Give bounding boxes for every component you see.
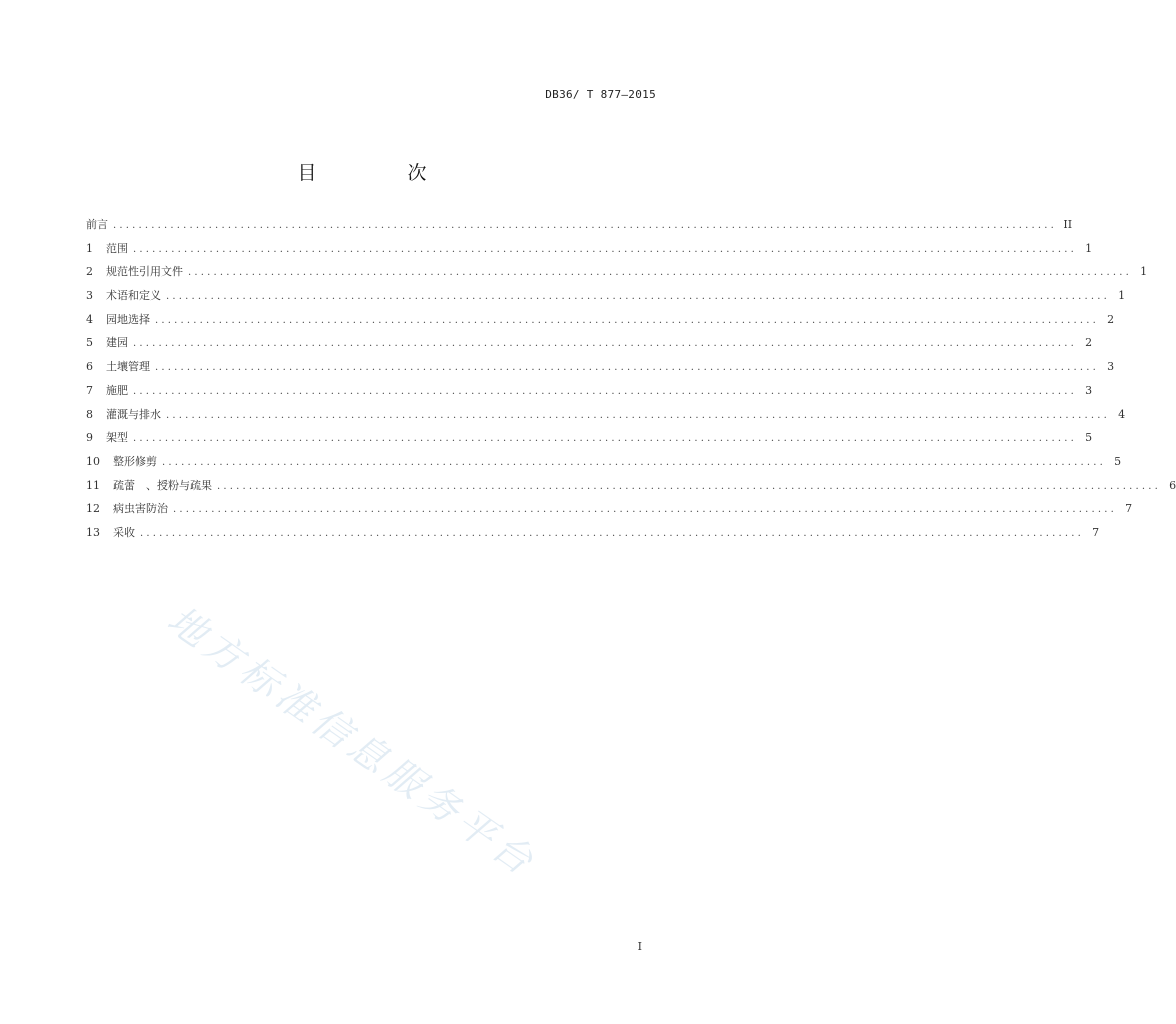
toc-entry-11[interactable] (86, 477, 1176, 501)
toc-entry-number: 5 (86, 336, 93, 350)
toc-entry-3[interactable] (86, 287, 1126, 311)
toc-entry-10[interactable] (86, 453, 1122, 477)
standard-code: DB36/ T 877—2015 (545, 88, 656, 101)
toc-entry-page: 1 (1085, 241, 1093, 255)
toc-leader-dots: .................................................................................................................................................... (133, 385, 1078, 397)
toc-entry-page: 4 (1118, 407, 1126, 421)
toc-entry-label: 规范性引用文件 (106, 265, 183, 279)
toc-entry-page: 1 (1118, 289, 1126, 303)
toc-leader-dots: .................................................................................................................................................... (133, 433, 1078, 445)
toc-entry-8[interactable] (86, 406, 1126, 430)
toc-entry-page: 1 (1140, 265, 1148, 279)
toc-entry-13[interactable] (86, 524, 1100, 548)
table-of-contents (86, 216, 1176, 548)
toc-entry-label: 施肥 (106, 383, 128, 397)
toc-leader-dots: .................................................................................................................................................... (162, 456, 1107, 468)
toc-entry-page: 5 (1114, 454, 1122, 468)
toc-entry-4[interactable] (86, 311, 1115, 335)
toc-entry-page: 2 (1085, 336, 1093, 350)
toc-entry-page: 2 (1107, 312, 1115, 326)
toc-leader-dots: .................................................................................................................................................... (155, 314, 1100, 326)
toc-entry-number: 11 (86, 478, 100, 492)
toc-entry-label: 前言 (86, 218, 108, 231)
toc-entry-label: 病虫害防治 (113, 502, 168, 516)
toc-leader-dots: .................................................................................................................................................... (188, 267, 1133, 279)
toc-entry-label: 术语和定义 (106, 289, 161, 303)
toc-entry-number: 6 (86, 360, 93, 374)
toc-entry-foreword[interactable] (86, 216, 1073, 240)
watermark: 地方标准信息服务平台 (159, 597, 546, 886)
toc-entry-page: 5 (1085, 431, 1093, 445)
toc-leader-dots: .................................................................................................................................................... (133, 243, 1078, 255)
toc-entry-page: 7 (1125, 502, 1133, 516)
toc-leader-dots: .................................................................................................................................................... (133, 338, 1078, 350)
toc-entry-6[interactable] (86, 358, 1115, 382)
toc-leader-dots: .................................................................................................................................................... (166, 291, 1111, 303)
toc-entry-number: 2 (86, 265, 93, 279)
toc-entry-number: 4 (86, 312, 93, 326)
page-number: I (637, 940, 642, 953)
toc-leader-dots: .................................................................................................................................................... (113, 220, 1058, 231)
toc-entry-page: 7 (1092, 525, 1100, 539)
toc-entry-9[interactable] (86, 429, 1093, 453)
toc-entry-number: 12 (86, 502, 100, 516)
toc-leader-dots: .................................................................................................................................................... (173, 504, 1118, 516)
toc-entry-number: 9 (86, 431, 93, 445)
toc-entry-number: 8 (86, 407, 93, 421)
toc-leader-dots: .................................................................................................................................................... (166, 409, 1111, 421)
toc-leader-dots: .................................................................................................................................................... (155, 362, 1100, 374)
toc-entry-12[interactable] (86, 500, 1133, 524)
toc-entry-2[interactable] (86, 263, 1148, 287)
toc-entry-page: 6 (1169, 478, 1176, 492)
toc-entry-label: 建园 (106, 336, 128, 350)
page-title: 目 次 (297, 162, 463, 184)
toc-entry-page: 3 (1107, 360, 1115, 374)
toc-entry-number: 1 (86, 241, 93, 255)
toc-entry-page: 3 (1085, 383, 1093, 397)
toc-entry-number: 13 (86, 525, 100, 539)
toc-entry-number: 3 (86, 289, 93, 303)
toc-entry-page: II (1063, 218, 1073, 231)
toc-leader-dots: .................................................................................................................................................... (217, 480, 1162, 492)
toc-entry-label: 灌溉与排水 (106, 407, 161, 421)
toc-entry-number: 7 (86, 383, 93, 397)
toc-entry-label: 整形修剪 (113, 454, 157, 468)
toc-entry-7[interactable] (86, 382, 1093, 406)
toc-entry-number: 10 (86, 454, 100, 468)
toc-entry-label: 土壤管理 (106, 360, 150, 374)
toc-entry-label: 疏蕾 、授粉与疏果 (113, 478, 212, 492)
toc-leader-dots: .................................................................................................................................................... (140, 527, 1085, 539)
toc-entry-label: 园地选择 (106, 312, 150, 326)
toc-entry-label: 采收 (113, 525, 135, 539)
toc-entry-5[interactable] (86, 334, 1093, 358)
toc-entry-1[interactable] (86, 240, 1093, 264)
toc-entry-label: 架型 (106, 431, 128, 445)
toc-entry-label: 范围 (106, 241, 128, 255)
